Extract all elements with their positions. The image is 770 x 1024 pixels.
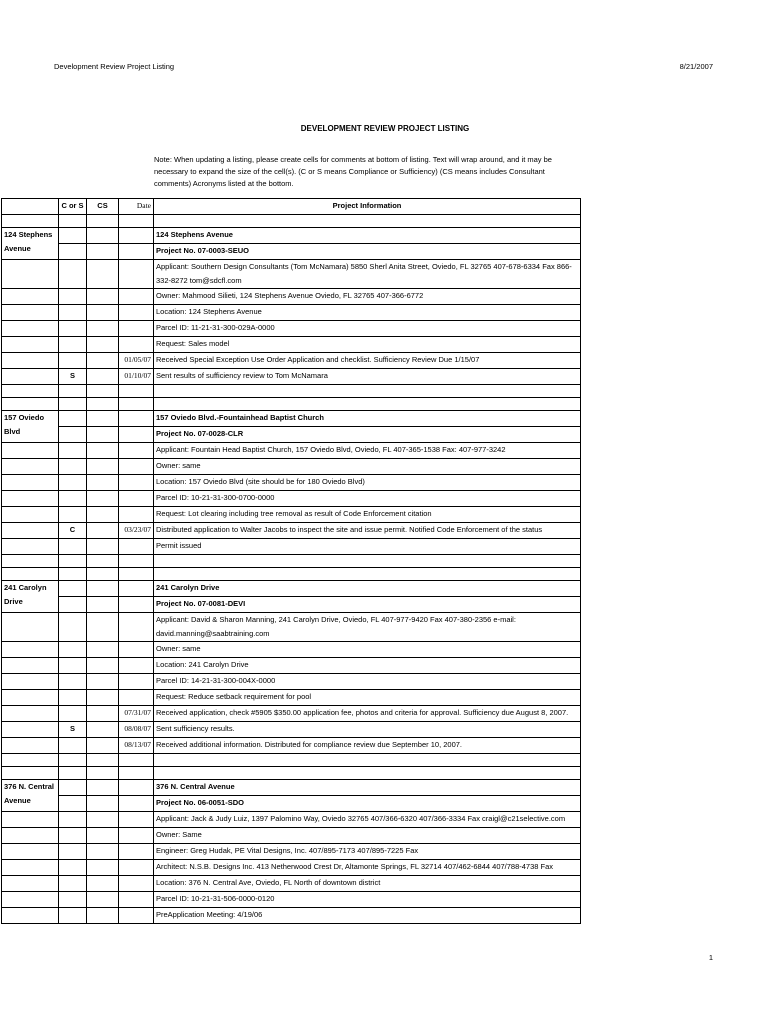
project-location-line: Location: 124 Stephens Avenue <box>154 305 581 321</box>
table-row <box>2 876 581 892</box>
table-row <box>2 796 581 812</box>
table-row <box>2 305 581 321</box>
cs-cell <box>87 754 119 767</box>
c-or-s-cell <box>59 443 87 459</box>
cs-cell <box>87 597 119 613</box>
c-or-s-cell <box>59 228 87 244</box>
c-or-s-cell: S <box>59 369 87 385</box>
date-cell <box>119 892 154 908</box>
cs-cell <box>87 767 119 780</box>
location-cell <box>2 523 59 539</box>
date-cell <box>119 398 154 411</box>
info-cell <box>154 398 581 411</box>
location-cell <box>2 722 59 738</box>
project-log-entry: Sent sufficiency results. <box>154 722 581 738</box>
location-cell: 376 N. Central Avenue <box>2 780 59 812</box>
cs-cell <box>87 289 119 305</box>
column-header-project-info: Project Information <box>154 199 581 215</box>
location-cell <box>2 385 59 398</box>
project-request: Request: Reduce setback requirement for pool <box>154 690 581 706</box>
cs-cell <box>87 722 119 738</box>
c-or-s-cell <box>59 459 87 475</box>
table-row <box>2 581 581 597</box>
date-cell <box>119 767 154 780</box>
c-or-s-cell <box>59 658 87 674</box>
location-cell <box>2 398 59 411</box>
info-cell <box>154 555 581 568</box>
c-or-s-cell <box>59 828 87 844</box>
location-cell <box>2 289 59 305</box>
date-cell: 07/31/07 <box>119 706 154 722</box>
location-cell <box>2 706 59 722</box>
column-header-date: Date <box>119 199 154 215</box>
project-request: Request: Lot clearing including tree removal as result of Code Enforcement citation <box>154 507 581 523</box>
c-or-s-cell <box>59 738 87 754</box>
c-or-s-cell <box>59 674 87 690</box>
location-cell <box>2 491 59 507</box>
cs-cell <box>87 491 119 507</box>
cs-cell <box>87 796 119 812</box>
date-cell: 01/10/07 <box>119 369 154 385</box>
date-cell <box>119 613 154 642</box>
table-row <box>2 491 581 507</box>
c-or-s-cell <box>59 305 87 321</box>
date-cell <box>119 337 154 353</box>
location-cell <box>2 260 59 289</box>
c-or-s-cell <box>59 812 87 828</box>
c-or-s-cell <box>59 427 87 443</box>
cs-cell <box>87 353 119 369</box>
c-or-s-cell: C <box>59 523 87 539</box>
column-header-row <box>2 199 581 215</box>
table-row <box>2 244 581 260</box>
c-or-s-cell: S <box>59 722 87 738</box>
location-cell: 124 Stephens Avenue <box>2 228 59 260</box>
date-cell <box>119 260 154 289</box>
info-cell <box>154 568 581 581</box>
cs-cell <box>87 690 119 706</box>
date-cell <box>119 244 154 260</box>
table-row <box>2 369 581 385</box>
project-request: Request: Sales model <box>154 337 581 353</box>
cs-cell <box>87 369 119 385</box>
c-or-s-cell <box>59 908 87 924</box>
info-cell <box>154 767 581 780</box>
page-header-date: 8/21/2007 <box>679 62 713 71</box>
cs-cell <box>87 876 119 892</box>
c-or-s-cell <box>59 860 87 876</box>
date-cell <box>119 642 154 658</box>
cs-cell <box>87 581 119 597</box>
c-or-s-cell <box>59 385 87 398</box>
cs-cell <box>87 568 119 581</box>
project-number: Project No. 07-0003-SEUO <box>154 244 581 260</box>
date-cell <box>119 427 154 443</box>
location-cell <box>2 738 59 754</box>
project-name: 241 Carolyn Drive <box>154 581 581 597</box>
table-row <box>2 908 581 924</box>
c-or-s-cell <box>59 706 87 722</box>
date-cell <box>119 780 154 796</box>
project-owner: Owner: same <box>154 459 581 475</box>
date-cell <box>119 844 154 860</box>
table-row <box>2 722 581 738</box>
table-row <box>2 289 581 305</box>
cs-cell <box>87 443 119 459</box>
project-location-line: Location: 241 Carolyn Drive <box>154 658 581 674</box>
location-cell <box>2 828 59 844</box>
date-cell: 01/05/07 <box>119 353 154 369</box>
location-cell <box>2 459 59 475</box>
project-parcel: Parcel ID: 11-21-31-300-029A-0000 <box>154 321 581 337</box>
location-cell <box>2 443 59 459</box>
cs-cell <box>87 860 119 876</box>
project-number: Project No. 07-0028-CLR <box>154 427 581 443</box>
date-cell <box>119 812 154 828</box>
c-or-s-cell <box>59 613 87 642</box>
project-log-entry: Received Special Exception Use Order Application and checklist. Sufficiency Review Due 1/15/07 <box>154 353 581 369</box>
cs-cell <box>87 385 119 398</box>
date-cell <box>119 305 154 321</box>
table-row <box>2 321 581 337</box>
cs-cell <box>87 738 119 754</box>
c-or-s-cell <box>59 337 87 353</box>
date-cell <box>119 690 154 706</box>
table-row <box>2 892 581 908</box>
project-owner: Owner: Mahmood Silieti, 124 Stephens Avenue Oviedo, FL 32765 407-366-6772 <box>154 289 581 305</box>
location-cell <box>2 690 59 706</box>
table-row <box>2 427 581 443</box>
date-cell <box>119 908 154 924</box>
c-or-s-cell <box>59 876 87 892</box>
date-cell: 08/08/07 <box>119 722 154 738</box>
date-cell <box>119 443 154 459</box>
cs-cell <box>87 642 119 658</box>
project-detail-line: Engineer: Greg Hudak, PE Vital Designs, Inc. 407/895-7173 407/895-7225 Fax <box>154 844 581 860</box>
location-cell <box>2 353 59 369</box>
location-cell <box>2 658 59 674</box>
location-cell <box>2 844 59 860</box>
location-cell <box>2 642 59 658</box>
date-cell <box>119 860 154 876</box>
project-log-entry: Distributed application to Walter Jacobs to inspect the site and issue permit. Notified Code Enforcement of the status <box>154 523 581 539</box>
cs-cell <box>87 658 119 674</box>
cs-cell <box>87 244 119 260</box>
project-number: Project No. 07-0081-DEVI <box>154 597 581 613</box>
location-cell <box>2 369 59 385</box>
location-cell <box>2 812 59 828</box>
table-row <box>2 443 581 459</box>
project-applicant: Applicant: Fountain Head Baptist Church, 157 Oviedo Blvd, Oviedo, FL 407-365-1538 Fax: 407-977-3242 <box>154 443 581 459</box>
c-or-s-cell <box>59 411 87 427</box>
date-cell <box>119 475 154 491</box>
c-or-s-cell <box>59 844 87 860</box>
table-row <box>2 780 581 796</box>
note-text: Note: When updating a listing, please create cells for comments at bottom of listing. Text will wrap around, and it may be necessary to expand the size of the cell(s). (C or S means Compliance or Sufficiency) (CS means includes Consultant comments) Acronyms listed at the bottom. <box>154 155 552 188</box>
location-cell <box>2 613 59 642</box>
date-cell <box>119 539 154 555</box>
cs-cell <box>87 228 119 244</box>
project-owner: Owner: same <box>154 642 581 658</box>
spacer-row <box>2 555 581 568</box>
date-cell: 08/13/07 <box>119 738 154 754</box>
cs-cell <box>87 706 119 722</box>
cs-cell <box>87 260 119 289</box>
c-or-s-cell <box>59 892 87 908</box>
spacer-row <box>2 215 581 228</box>
location-cell <box>2 908 59 924</box>
cs-cell <box>87 305 119 321</box>
location-cell <box>2 860 59 876</box>
location-cell: 157 Oviedo Blvd <box>2 411 59 443</box>
table-row <box>2 337 581 353</box>
location-cell <box>2 892 59 908</box>
location-cell <box>2 876 59 892</box>
project-name: 157 Oviedo Blvd.-Fountainhead Baptist Church <box>154 411 581 427</box>
table-row <box>2 475 581 491</box>
project-parcel: Parcel ID: 14-21-31-300-004X-0000 <box>154 674 581 690</box>
c-or-s-cell <box>59 754 87 767</box>
cs-cell <box>87 523 119 539</box>
cs-cell <box>87 459 119 475</box>
table-row <box>2 642 581 658</box>
project-name: 124 Stephens Avenue <box>154 228 581 244</box>
spacer-row <box>2 398 581 411</box>
table-row <box>2 706 581 722</box>
date-cell <box>119 289 154 305</box>
c-or-s-cell <box>59 796 87 812</box>
cs-cell <box>87 674 119 690</box>
page-title: DEVELOPMENT REVIEW PROJECT LISTING <box>300 124 470 133</box>
project-log-entry: Received additional information. Distributed for compliance review due September 10, 2007. <box>154 738 581 754</box>
table-row <box>2 812 581 828</box>
c-or-s-cell <box>59 353 87 369</box>
project-listing-table <box>1 198 581 924</box>
cs-cell <box>87 398 119 411</box>
cs-cell <box>87 555 119 568</box>
c-or-s-cell <box>59 507 87 523</box>
c-or-s-cell <box>59 244 87 260</box>
c-or-s-cell <box>59 260 87 289</box>
project-number: Project No. 06-0051-SDO <box>154 796 581 812</box>
page-number: 1 <box>708 953 713 962</box>
table-row <box>2 674 581 690</box>
project-detail-line: PreApplication Meeting: 4/19/06 <box>154 908 581 924</box>
c-or-s-cell <box>59 767 87 780</box>
cs-cell <box>87 507 119 523</box>
table-row <box>2 613 581 642</box>
project-detail-line: Owner: Same <box>154 828 581 844</box>
cs-cell <box>87 812 119 828</box>
project-log-entry: Sent results of sufficiency review to Tom McNamara <box>154 369 581 385</box>
date-cell <box>119 321 154 337</box>
date-cell <box>119 507 154 523</box>
date-cell <box>119 597 154 613</box>
table-row <box>2 353 581 369</box>
spacer-row <box>2 754 581 767</box>
location-cell <box>2 674 59 690</box>
c-or-s-cell <box>59 289 87 305</box>
spacer-row <box>2 385 581 398</box>
location-cell <box>2 475 59 491</box>
location-cell <box>2 507 59 523</box>
c-or-s-cell <box>59 321 87 337</box>
table-row <box>2 860 581 876</box>
location-cell <box>2 568 59 581</box>
table-row <box>2 738 581 754</box>
location-cell: 241 Carolyn Drive <box>2 581 59 613</box>
date-cell <box>119 754 154 767</box>
location-cell <box>2 305 59 321</box>
table-row <box>2 459 581 475</box>
c-or-s-cell <box>59 780 87 796</box>
info-cell <box>154 385 581 398</box>
date-cell <box>119 876 154 892</box>
c-or-s-cell <box>59 642 87 658</box>
date-cell <box>119 658 154 674</box>
project-detail-line: Parcel ID: 10-21-31-506-0000-0120 <box>154 892 581 908</box>
table-row <box>2 507 581 523</box>
table-row <box>2 260 581 289</box>
c-or-s-cell <box>59 539 87 555</box>
c-or-s-cell <box>59 398 87 411</box>
table-row <box>2 597 581 613</box>
project-applicant: Applicant: Southern Design Consultants (Tom McNamara) 5850 Sherl Anita Street, Oviedo, FL 32765 407-678-6334 Fax 866-332-8272 tom@sdcfl.com <box>154 260 581 289</box>
table-row <box>2 228 581 244</box>
project-detail-line: Architect: N.S.B. Designs Inc. 413 Netherwood Crest Dr, Altamonte Springs, FL 32714 407/462-6844 407/788-4738 Fax <box>154 860 581 876</box>
date-cell <box>119 228 154 244</box>
project-detail-line: Location: 376 N. Central Ave, Oviedo, FL North of downtown district <box>154 876 581 892</box>
cs-cell <box>87 613 119 642</box>
spacer-row <box>2 568 581 581</box>
table-row <box>2 539 581 555</box>
date-cell: 03/23/07 <box>119 523 154 539</box>
c-or-s-cell <box>59 690 87 706</box>
column-header-cs: CS <box>87 199 119 215</box>
location-cell <box>2 321 59 337</box>
cs-cell <box>87 411 119 427</box>
date-cell <box>119 674 154 690</box>
c-or-s-cell <box>59 555 87 568</box>
c-or-s-cell <box>59 568 87 581</box>
date-cell <box>119 459 154 475</box>
project-detail-line: Applicant: Jack & Judy Luiz, 1397 Palomino Way, Oviedo 32765 407/366-6320 407/366-3334 Fax craigl@c21selective.com <box>154 812 581 828</box>
table-row <box>2 523 581 539</box>
date-cell <box>119 828 154 844</box>
project-log-entry: Received application, check #5905 $350.00 application fee, photos and criteria for approval. Sufficiency due August 8, 2007. <box>154 706 581 722</box>
location-cell <box>2 754 59 767</box>
table-row <box>2 844 581 860</box>
table-row <box>2 658 581 674</box>
date-cell <box>119 568 154 581</box>
cs-cell <box>87 908 119 924</box>
date-cell <box>119 385 154 398</box>
page-header-left: Development Review Project Listing <box>54 62 175 71</box>
cs-cell <box>87 828 119 844</box>
location-cell <box>2 767 59 780</box>
column-header-c-or-s: C or S <box>59 199 87 215</box>
c-or-s-cell <box>59 581 87 597</box>
project-applicant: Applicant: David & Sharon Manning, 241 Carolyn Drive, Oviedo, FL 407-977-9420 Fax 407-380-2356 e-mail: david.manning@saabtraining.com <box>154 613 581 642</box>
table-row <box>2 411 581 427</box>
date-cell <box>119 411 154 427</box>
location-cell <box>2 555 59 568</box>
cs-cell <box>87 337 119 353</box>
cs-cell <box>87 844 119 860</box>
table-row <box>2 690 581 706</box>
date-cell <box>119 491 154 507</box>
c-or-s-cell <box>59 597 87 613</box>
table-row <box>2 828 581 844</box>
info-cell <box>154 754 581 767</box>
date-cell <box>119 581 154 597</box>
cs-cell <box>87 780 119 796</box>
cs-cell <box>87 539 119 555</box>
spacer-row <box>2 767 581 780</box>
cs-cell <box>87 427 119 443</box>
location-cell <box>2 539 59 555</box>
project-log-entry: Permit issued <box>154 539 581 555</box>
c-or-s-cell <box>59 491 87 507</box>
project-parcel: Parcel ID: 10-21-31-300-0700-0000 <box>154 491 581 507</box>
date-cell <box>119 796 154 812</box>
cs-cell <box>87 892 119 908</box>
project-name: 376 N. Central Avenue <box>154 780 581 796</box>
date-cell <box>119 555 154 568</box>
c-or-s-cell <box>59 475 87 491</box>
location-cell <box>2 337 59 353</box>
cs-cell <box>87 321 119 337</box>
cs-cell <box>87 475 119 491</box>
project-location-line: Location: 157 Oviedo Blvd (site should be for 180 Oviedo Blvd) <box>154 475 581 491</box>
